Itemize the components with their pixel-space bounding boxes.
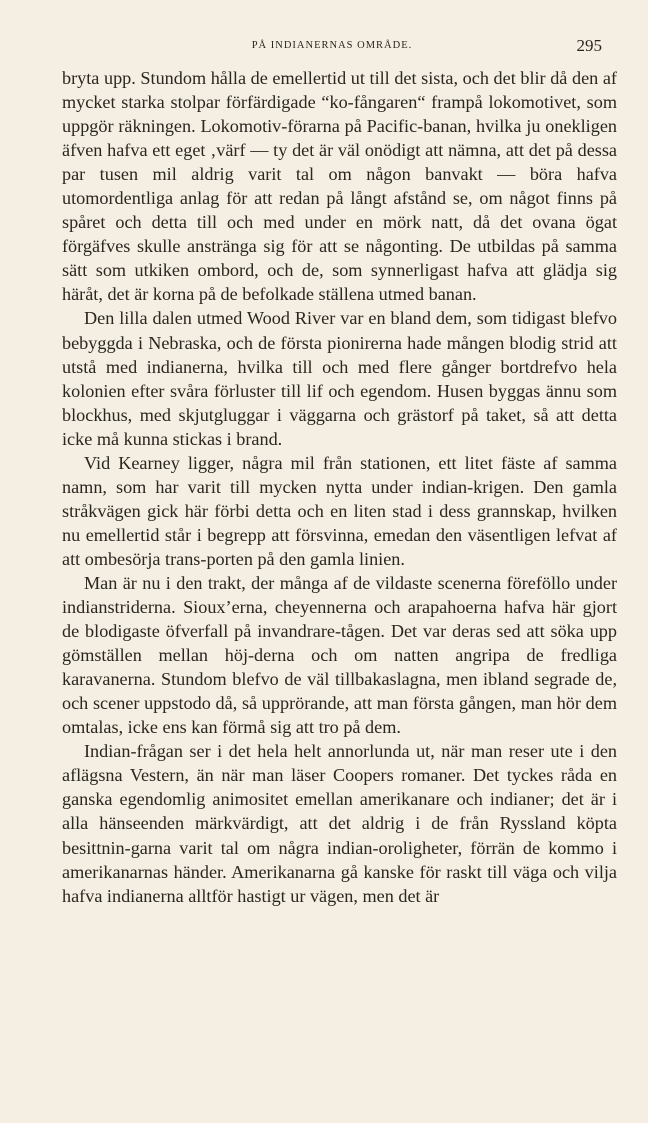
body-text bbox=[62, 66, 617, 908]
paragraph: Man är nu i den trakt, der många af de vildaste scenerna föreföllo under indianstriderna. Sioux’erna, cheyennerna och arapahoerna hafva här gjort de blodigaste öfverfall på invandrare-tågen. Det var deras sed att söka upp gömställen mellan höj-derna och om natten angripa de fredliga karavanerna. Stundom blefvo de väl tillbakaslagna, men ibland segrade de, och scener uppstodo då, så upprörande, att man första gången, man hör dem omtalas, icke ens kan förmå sig att tro på dem. bbox=[62, 572, 617, 738]
paragraph: Indian-frågan ser i det hela helt annorlunda ut, när man reser ute i den aflägsna Vestern, än när man läser Coopers romaner. Det tyckes råda en ganska egendomlig animositet emellan amerikanare och indianer; det är i alla hänseenden märkvärdigt, att det aldrig i de från Ryssland köpta besittnin-garna varit tal om några indian-oroligheter, förrän de kommo i amerikanarnas händer. Amerikanarna gå kanske för raskt till väga och vilja hafva indianerna alltför hastigt ur vägen, men det är bbox=[62, 741, 617, 906]
page-header bbox=[62, 36, 602, 58]
paragraph: bryta upp. Stundom hålla de emellertid ut till det sista, och det blir då den af mycket starka stolpar förfärdigade “ko-fångaren“ frampå lokomotivet, som uppgör räkningen. Lokomotiv-förarna på Pacific-banan, hvilka ju onekligen äfven hafva ett eget ‚värf — ty det är väl onödigt att nämna, att det på dessa par tusen mil aldrig varit tal om någon banvakt — böra hafva utomordentliga anlag för att redan på långt afstånd se, om något finns på spåret och detta till och med under en mörk natt, då det ovana ögat förgäfves skulle anstränga sig för att se någonting. De utbildas på samma sätt som utkiken ombord, och de, som synnerligast hafva att glädja sig häråt, det är korna på de befolkade ställena utmed banan. bbox=[62, 68, 617, 305]
running-title: PÅ INDIANERNAS OMRÅDE. bbox=[251, 40, 413, 51]
page-number: 295 bbox=[576, 36, 602, 55]
paragraph: Vid Kearney ligger, några mil från stationen, ett litet fäste af samma namn, som har varit till mycken nytta under indian-krigen. Den gamla stråkvägen gick här förbi detta och en liten stad i dess grannskap, hvilken nu emellertid står i begrepp att försvinna, emedan den väsentligen lefvat af att ombesörja trans-porten på den gamla linien. bbox=[62, 452, 617, 569]
paragraph: Den lilla dalen utmed Wood River var en bland dem, som tidigast blefvo bebyggda i Nebraska, och de första pionirerna hade mången blodig strid att utstå med indianerna, hvilka till och med flere gånger bortdrefvo hela kolonien efter svåra förluster till lif och egendom. Husen byggas ännu som blockhus, med skjutgluggar i väggarna och grästorf på taket, så att detta icke må kunna stickas i brand. bbox=[62, 308, 617, 449]
